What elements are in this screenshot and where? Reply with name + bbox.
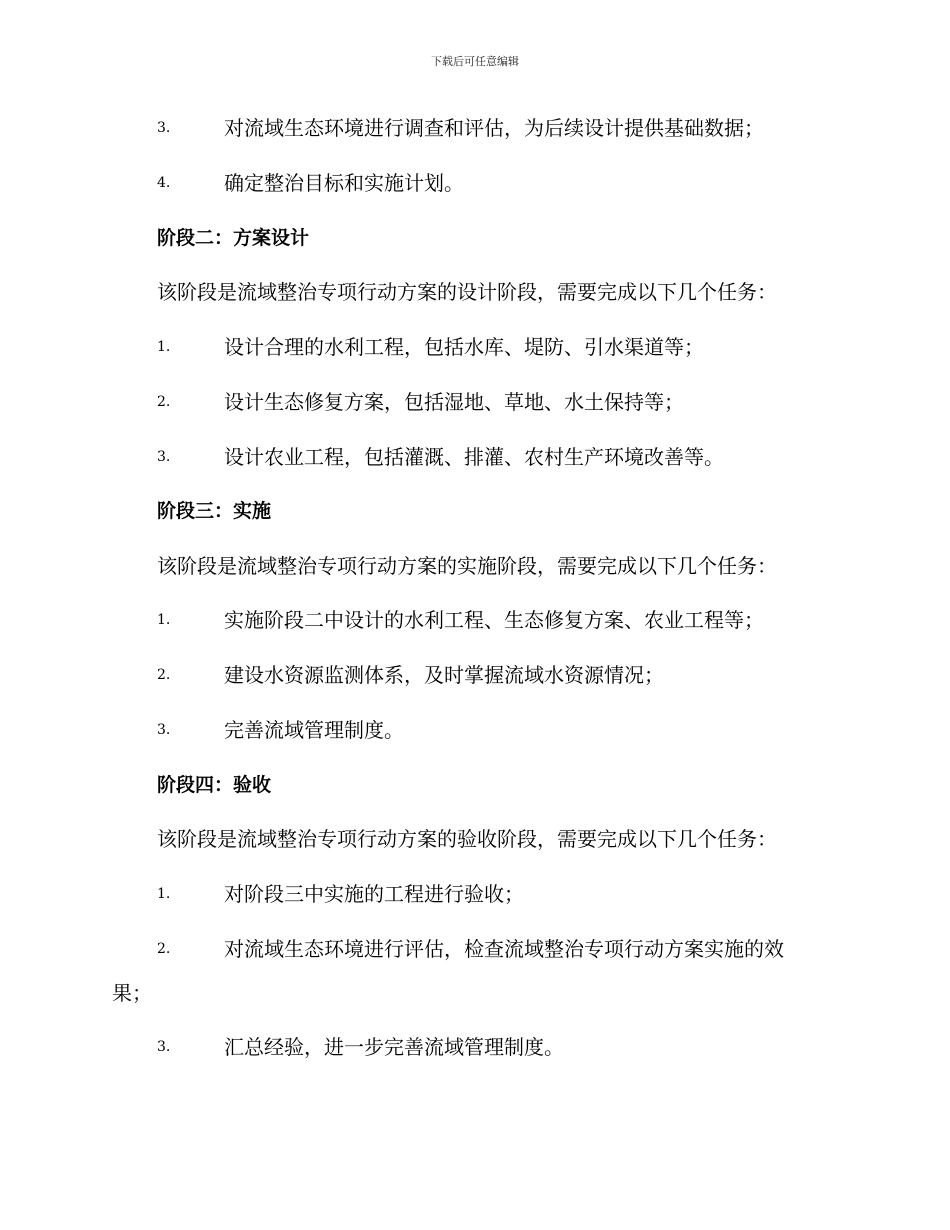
list-item-number: 2. bbox=[157, 941, 171, 957]
list-item-number: 2. bbox=[157, 394, 171, 410]
list-item-number: 2. bbox=[157, 667, 171, 683]
list-item-text: 确定整治目标和实施计划。 bbox=[224, 171, 464, 195]
list-item-number: 1. bbox=[157, 612, 171, 628]
list-item-number: 4. bbox=[157, 175, 171, 191]
paragraph-text: 该阶段是流域整治专项行动方案的验收阶段，需要完成以下几个任务： bbox=[157, 827, 777, 851]
list-item-text: 设计生态修复方案，包括湿地、草地、水土保持等； bbox=[224, 390, 684, 414]
list-item-text: 对流域生态环境进行调查和评估，为后续设计提供基础数据； bbox=[224, 116, 764, 140]
list-item-number: 3. bbox=[157, 449, 171, 465]
list-item-text: 完善流域管理制度。 bbox=[224, 718, 404, 742]
paragraph-text: 该阶段是流域整治专项行动方案的实施阶段，需要完成以下几个任务： bbox=[157, 554, 777, 578]
list-item-text: 设计合理的水利工程，包括水库、堤防、引水渠道等； bbox=[224, 335, 704, 359]
list-item-text: 汇总经验，进一步完善流域管理制度。 bbox=[224, 1035, 564, 1059]
section-heading-text: 阶段三：实施 bbox=[157, 500, 272, 522]
header-note: 下载后可任意编辑 bbox=[431, 55, 519, 68]
list-item-text: 对阶段三中实施的工程进行验收； bbox=[224, 882, 524, 906]
list-item-number: 1. bbox=[157, 339, 171, 355]
section-heading-text: 阶段二：方案设计 bbox=[157, 227, 310, 249]
section-heading-text: 阶段四：验收 bbox=[157, 774, 272, 796]
list-item-number: 3. bbox=[157, 722, 171, 738]
list-item-text: 设计农业工程，包括灌溉、排灌、农村生产环境改善等。 bbox=[224, 445, 724, 469]
list-item-number: 3. bbox=[157, 1039, 171, 1055]
list-item-number: 1. bbox=[157, 886, 171, 902]
list-item-text: 建设水资源监测体系，及时掌握流域水资源情况； bbox=[224, 663, 664, 687]
paragraph-text: 该阶段是流域整治专项行动方案的设计阶段，需要完成以下几个任务： bbox=[157, 280, 777, 304]
list-item-continuation-text: 果； bbox=[112, 981, 152, 1005]
list-item-text: 对流域生态环境进行评估，检查流域整治专项行动方案实施的效 bbox=[224, 937, 784, 961]
list-item-text: 实施阶段二中设计的水利工程、生态修复方案、农业工程等； bbox=[224, 608, 764, 632]
list-item-number: 3. bbox=[157, 120, 171, 136]
